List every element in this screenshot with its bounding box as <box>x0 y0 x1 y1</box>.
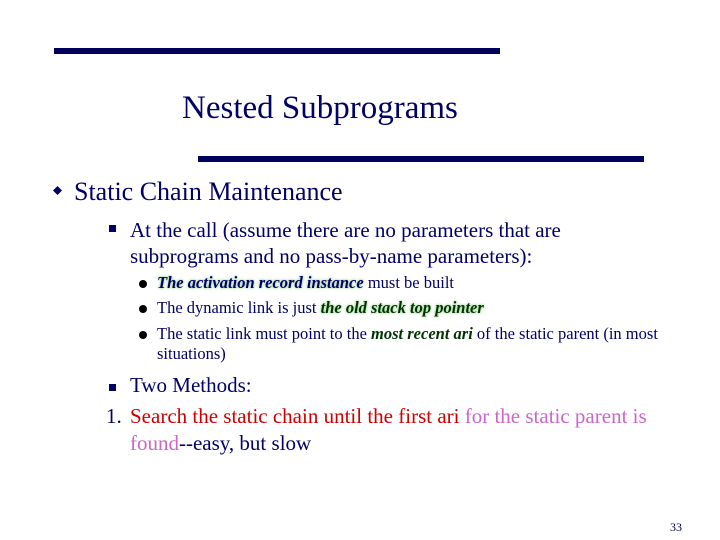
top-divider-rule <box>54 48 500 54</box>
square-bullet-icon <box>109 225 116 232</box>
sub-item-static-link <box>157 324 677 364</box>
sub-item-dynamic-link <box>157 298 677 318</box>
bullet-static-chain <box>74 177 343 207</box>
round-bullet-icon <box>139 305 147 313</box>
two-methods-label: Two Methods: <box>130 373 252 397</box>
sub-item-text: The dynamic link is just <box>157 298 321 317</box>
sub-item-emphasis: the old stack top pointer <box>320 298 484 317</box>
round-bullet-icon <box>139 280 147 288</box>
title-underline-rule <box>198 156 644 162</box>
sub-item-activation-record <box>157 273 677 293</box>
page-number: 33 <box>670 520 682 534</box>
sub-item-text: must be built <box>363 273 454 292</box>
method-1-pink-part: for the static parent is found <box>130 404 647 455</box>
method-1-end-part: --easy, but slow <box>179 431 312 455</box>
slide-title: Nested Subprograms <box>182 90 458 126</box>
method-1-text <box>130 403 660 457</box>
bullet-static-chain-text: Static Chain Maintenance <box>74 177 343 206</box>
sub-item-text: of the static parent (in most situations) <box>157 324 658 363</box>
sub-item-text: The static link must point to the <box>157 324 372 343</box>
bullet-at-the-call: At the call (assume there are no parameters that are subprograms and no pass-by-name parameters): <box>130 218 561 268</box>
method-1-red-part: Search the static chain until the first ari <box>130 404 460 428</box>
sub-item-emphasis: most recent ari <box>371 324 473 343</box>
method-1-number: 1. <box>106 404 122 428</box>
square-bullet-icon <box>109 384 116 391</box>
diamond-bullet-icon <box>53 186 62 195</box>
sub-item-emphasis: The activation record instance <box>157 273 364 292</box>
round-bullet-icon <box>139 331 147 339</box>
